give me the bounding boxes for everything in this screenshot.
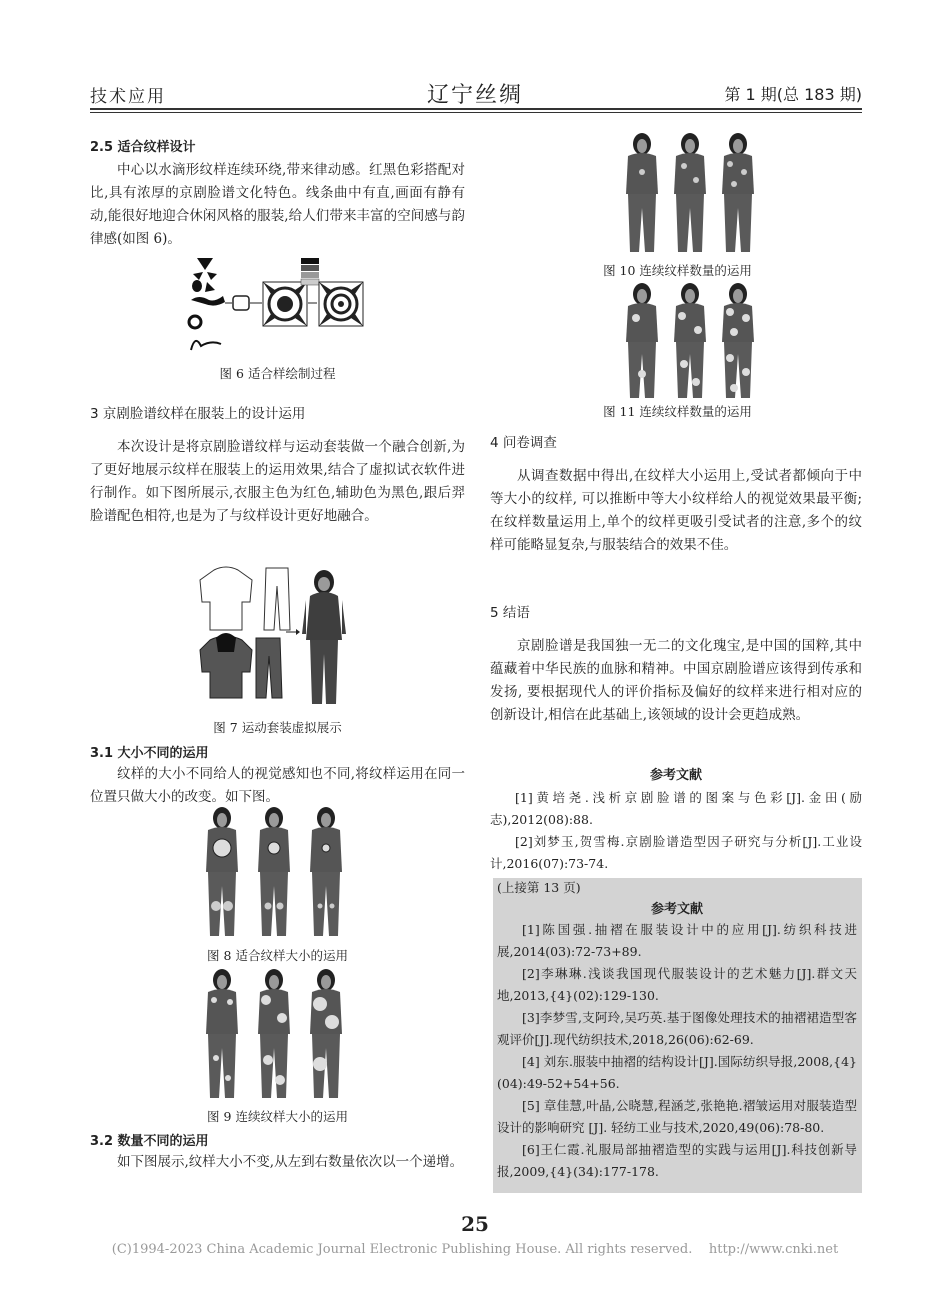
box-reference-item: [6]王仁霞.礼服局部抽褶造型的实践与运用[J].科技创新导报,2009,{4}(34):177-178. — [497, 1142, 857, 1179]
figure-8 — [198, 806, 358, 941]
header-rule — [90, 108, 862, 110]
fig10-caption: 图 10 连续纹样数量的运用 — [603, 263, 752, 278]
fig8-drawing — [198, 806, 358, 941]
section-3-1-title: 3.1 大小不同的运用 — [90, 746, 209, 761]
box-reference-item: [3]李梦雪,支阿玲,吴巧英.基于图像处理技术的抽褶裙造型客观评价[J].现代纺织技术,2018,26(06):62-69. — [497, 1010, 857, 1047]
figure-7 — [190, 562, 360, 712]
copyright-footer: (C)1994-2023 China Academic Journal Electronic Publishing House. All rights reserved. http://www.cnki.net — [111, 1242, 839, 1257]
box-reference-item: [1]陈国强.抽褶在服装设计中的应用[J].纺织科技进展,2014(03):72-73+89. — [497, 922, 857, 959]
header-rule-thin — [90, 112, 862, 113]
references-title: 参考文献 — [649, 768, 702, 783]
figure-9 — [198, 968, 358, 1103]
fig11-drawing — [620, 282, 770, 402]
fig9-drawing — [198, 968, 358, 1103]
fig8-caption: 图 8 适合纹样大小的运用 — [207, 948, 348, 963]
section-2-5-text: 中心以水滴形纹样连续环绕,带来律动感。红黑色彩搭配对比,具有浓厚的京剧脸谱文化特色。线条曲中有直,画面有静有动,能很好地迎合休闲风格的服装,给人们带来丰富的空间感与韵律感(如图 6)。 — [90, 162, 465, 247]
fig7-drawing — [190, 562, 360, 712]
fig10-drawing — [620, 132, 770, 257]
left-column — [90, 136, 465, 251]
header-left: 技术应用 — [90, 87, 166, 107]
section-4-text: 从调查数据中得出,在纹样大小运用上,受试者都倾向于中等大小的纹样, 可以推断中等大小纹样给人的视觉效果最平衡;在纹样数量运用上,单个的纹样更吸引受试者的注意,多个的纹样可能略显复杂,与服装结合的效果不佳。 — [490, 468, 862, 553]
section-3-text: 本次设计是将京剧脸谱纹样与运动套装做一个融合创新,为了更好地展示纹样在服装上的运用效果,结合了虚拟试衣软件进行制作。如下图所展示,衣服主色为红色,辅助色为黑色,跟后羿脸谱配色相符,也是为了与纹样设计更好地融合。 — [90, 439, 465, 524]
section-3-1-text: 纹样的大小不同给人的视觉感知也不同,将纹样运用在同一位置只做大小的改变。如下图。 — [90, 766, 465, 805]
section-4-title: 4 问卷调查 — [490, 435, 557, 451]
fig6-caption: 图 6 适合样绘制过程 — [219, 366, 336, 381]
journal-title: 辽宁丝绸 — [426, 83, 523, 108]
page-number: 25 — [461, 1212, 489, 1236]
fig7-caption: 图 7 运动套装虚拟展示 — [213, 720, 342, 735]
section-3-2-text: 如下图展示,纹样大小不变,从左到右数量依次以一个递增。 — [117, 1154, 464, 1170]
continuation-note: (上接第 13 页) — [497, 880, 581, 895]
fig9-caption: 图 9 连续纹样大小的运用 — [207, 1109, 348, 1124]
reference-item: [2]刘梦玉,贺雪梅.京剧脸谱造型因子研究与分析[J].工业设计,2016(07):73-74. — [490, 834, 862, 871]
reference-item: [1]黄培尧.浅析京剧脸谱的图案与色彩[J].金田(励志),2012(08):88. — [490, 790, 862, 827]
section-3-title: 3 京剧脸谱纹样在服装上的设计运用 — [90, 406, 306, 422]
figure-6 — [185, 250, 365, 360]
issue-number: 第 1 期(总 183 期) — [724, 85, 862, 104]
box-references-title: 参考文献 — [650, 902, 703, 917]
section-5-text: 京剧脸谱是我国独一无二的文化瑰宝,是中国的国粹,其中蕴藏着中华民族的血脉和精神。中国京剧脸谱应该得到传承和发扬, 要根据现代人的评价指标及偏好的纹样来进行相对应的创新设计,相信在此基础上,该领域的设计会更趋成熟。 — [490, 638, 862, 723]
box-reference-item: [5] 章佳慧,叶晶,公晓慧,程涵芝,张艳艳.褶皱运用对服装造型设计的影响研究 [J]. 轻纺工业与技术,2020,49(06):78-80. — [497, 1098, 857, 1135]
figure-10 — [620, 132, 770, 257]
fig6-drawing — [185, 250, 365, 360]
section-3-2-title: 3.2 数量不同的运用 — [90, 1134, 209, 1149]
box-reference-item: [2]李琳琳.浅谈我国现代服装设计的艺术魅力[J].群文天地,2013,{4}(02):129-130. — [497, 966, 857, 1003]
section-5-title: 5 结语 — [490, 605, 530, 621]
box-reference-item: [4] 刘东.服装中抽褶的结构设计[J].国际纺织导报,2008,{4}(04):49-52+54+56. — [497, 1054, 857, 1091]
section-2-5-title: 2.5 适合纹样设计 — [90, 140, 196, 155]
fig11-caption: 图 11 连续纹样数量的运用 — [603, 404, 752, 419]
figure-11 — [620, 282, 770, 402]
